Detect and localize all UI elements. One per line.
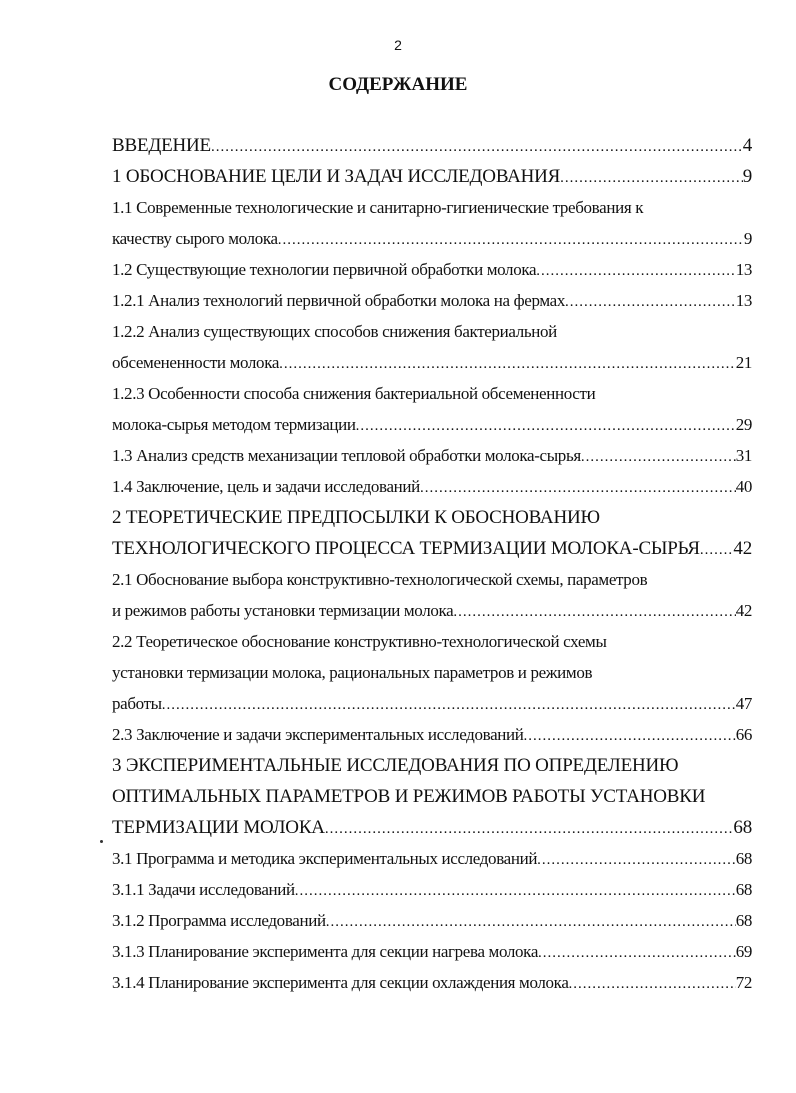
toc-entry-title-lead: 2.1 Обоснование выбора конструктивно-технологической схемы, параметров <box>112 570 648 589</box>
toc-entry-3-1[interactable] <box>112 843 752 874</box>
toc-entry-3-1-3[interactable] <box>112 936 752 967</box>
toc-entry-page: 13 <box>735 291 752 310</box>
toc-entry-page: 31 <box>735 446 752 465</box>
toc-entry-title: 1.3 Анализ средств механизации тепловой обработки молока-сырья <box>112 446 581 465</box>
toc-entry-title: 3.1.3 Планирование эксперимента для секции нагрева молока <box>112 942 539 961</box>
toc-entry-title-lead-2: ОПТИМАЛЬНЫХ ПАРАМЕТРОВ И РЕЖИМОВ РАБОТЫ УСТАНОВКИ <box>112 786 706 807</box>
toc-entry-1-2[interactable] <box>112 254 752 285</box>
toc-entry-title: 3.1.4 Планирование эксперимента для секции охлаждения молока <box>112 973 569 992</box>
toc-entry-page: 9 <box>742 166 752 187</box>
toc-entry-page: 69 <box>735 942 752 961</box>
toc-entry-2-2[interactable] <box>112 626 752 719</box>
toc-entry-title-lead: 2 ТЕОРЕТИЧЕСКИЕ ПРЕДПОСЫЛКИ К ОБОСНОВАНИЮ <box>112 507 600 528</box>
toc-leader-dots <box>536 256 735 285</box>
toc-leader-dots <box>537 845 736 874</box>
page-title: СОДЕРЖАНИЕ <box>328 74 468 95</box>
toc-entry-title: 1.2.1 Анализ технологий первичной обработки молока на фермах <box>112 291 566 310</box>
toc-entry-page: 42 <box>735 601 752 620</box>
toc-entry-1-2-3[interactable] <box>112 378 752 440</box>
toc-entry-title: молока-сырья методом термизации <box>112 415 356 434</box>
toc-entry-page: 72 <box>735 973 752 992</box>
toc-entry-page: 4 <box>742 135 752 156</box>
toc-entry-1-3[interactable] <box>112 440 752 471</box>
toc-leader-dots <box>326 907 736 936</box>
toc-entry-page: 21 <box>735 353 752 372</box>
toc-leader-dots <box>211 132 743 161</box>
toc-leader-dots <box>565 287 736 316</box>
toc-entry-page: 40 <box>735 477 752 496</box>
toc-entry-title: и режимов работы установки термизации молока <box>112 601 454 620</box>
toc-leader-dots <box>325 814 734 843</box>
toc-leader-dots <box>420 473 736 502</box>
toc-entry-chapter-3[interactable] <box>112 750 752 843</box>
toc-leader-dots <box>278 225 744 254</box>
toc-leader-dots <box>538 938 736 967</box>
toc-entry-title: 3.1 Программа и методика экспериментальных исследований <box>112 849 538 868</box>
toc-entry-chapter-1[interactable] <box>112 161 752 192</box>
toc-leader-dots <box>295 876 736 905</box>
toc-entry-3-1-4[interactable] <box>112 967 752 998</box>
toc-entry-page: 29 <box>735 415 752 434</box>
toc-entry-title-lead: 1.2.2 Анализ существующих способов снижения бактериальной <box>112 322 557 341</box>
toc-entry-title: обсемененности молока <box>112 353 280 372</box>
toc-leader-dots <box>524 721 736 750</box>
toc-entry-page: 68 <box>735 911 752 930</box>
toc-entry-title: ВВЕДЕНИЕ <box>112 135 211 156</box>
toc-leader-dots <box>279 349 736 378</box>
toc-leader-dots <box>162 690 736 719</box>
toc-entry-title: 3.1.1 Задачи исследований <box>112 880 295 899</box>
toc-entry-1-2-2[interactable] <box>112 316 752 378</box>
toc-leader-dots <box>581 442 736 471</box>
toc-entry-title: качеству сырого молока <box>112 229 278 248</box>
toc-entry-title: работы <box>112 694 162 713</box>
toc-entry-title: 3.1.2 Программа исследований <box>112 911 326 930</box>
toc-entry-1-1[interactable] <box>112 192 752 254</box>
toc-entry-page: 47 <box>735 694 752 713</box>
toc-entry-title-lead: 3 ЭКСПЕРИМЕНТАЛЬНЫЕ ИССЛЕДОВАНИЯ ПО ОПРЕДЕЛЕНИЮ <box>112 755 679 776</box>
toc-entry-page: 42 <box>733 538 752 559</box>
toc-entry-chapter-2[interactable] <box>112 502 752 564</box>
toc-entry-3-1-2[interactable] <box>112 905 752 936</box>
toc-entry-title: 1.2 Существующие технологии первичной обработки молока <box>112 260 537 279</box>
toc-entry-page: 9 <box>743 229 752 248</box>
page-number: 2 <box>394 37 402 53</box>
toc-entry-title: ТЕХНОЛОГИЧЕСКОГО ПРОЦЕССА ТЕРМИЗАЦИИ МОЛОКА-СЫРЬЯ <box>112 538 700 559</box>
toc-entry-title-lead-2: установки термизации молока, рациональных параметров и режимов <box>112 663 593 682</box>
toc-entry-title: ТЕРМИЗАЦИИ МОЛОКА <box>112 817 325 838</box>
toc-entry-title: 1.4 Заключение, цель и задачи исследований <box>112 477 420 496</box>
toc-entry-title: 2.3 Заключение и задачи экспериментальных исследований <box>112 725 524 744</box>
toc-entry-title-lead: 2.2 Теоретическое обоснование конструктивно-технологической схемы <box>112 632 607 651</box>
toc-leader-dots <box>569 969 736 998</box>
toc-entry-2-3[interactable] <box>112 719 752 750</box>
stray-mark <box>100 840 103 843</box>
toc-leader-dots <box>356 411 736 440</box>
toc-entry-page: 66 <box>735 725 752 744</box>
toc-entry-page: 13 <box>735 260 752 279</box>
toc-entry-1-2-1[interactable] <box>112 285 752 316</box>
toc-leader-dots <box>453 597 735 626</box>
toc-entry-introduction[interactable] <box>112 130 752 161</box>
toc-entry-title: 1 ОБОСНОВАНИЕ ЦЕЛИ И ЗАДАЧ ИССЛЕДОВАНИЯ <box>112 166 561 187</box>
table-of-contents <box>112 130 752 998</box>
toc-entry-2-1[interactable] <box>112 564 752 626</box>
toc-entry-title-lead: 1.1 Современные технологические и санитарно-гигиенические требования к <box>112 198 644 217</box>
toc-entry-1-4[interactable] <box>112 471 752 502</box>
toc-entry-page: 68 <box>735 880 752 899</box>
toc-entry-title-lead: 1.2.3 Особенности способа снижения бактериальной обсемененности <box>112 384 596 403</box>
toc-entry-3-1-1[interactable] <box>112 874 752 905</box>
toc-leader-dots <box>560 163 743 192</box>
toc-leader-dots <box>700 535 734 564</box>
toc-entry-page: 68 <box>735 849 752 868</box>
toc-entry-page: 68 <box>733 817 752 838</box>
